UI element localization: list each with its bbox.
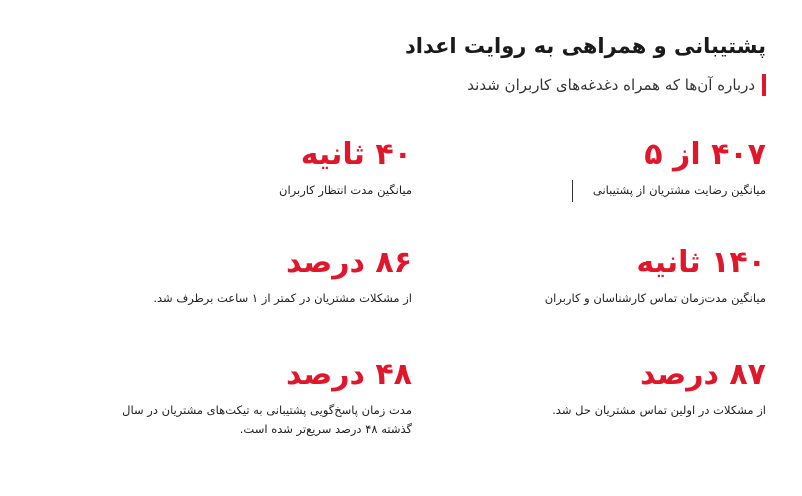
stat-resolved-within-hour bbox=[112, 246, 412, 308]
stat-value: ۸۶ درصد bbox=[285, 245, 412, 280]
stat-description: میانگین رضایت مشتریان از پشتیبانی bbox=[592, 182, 766, 197]
stat-value: ۱۴۰ ثانیه bbox=[636, 245, 766, 280]
stat-description: از مشکلات مشتریان در کمتر از ۱ ساعت برطرف شد. bbox=[153, 290, 412, 305]
stat-value: ۴۸ درصد bbox=[285, 357, 412, 392]
subtitle bbox=[467, 74, 766, 96]
stat-value: ۴۰ ثانیه bbox=[300, 137, 412, 172]
stat-description: میانگین مدت انتظار کاربران bbox=[279, 182, 412, 197]
text-cursor bbox=[572, 180, 573, 202]
stat-description: مدت زمان پاسخ‌گویی پشتیبانی به تیکت‌های مشتریان در سال گذشته ۴۸ درصد سریع‌تر شده است. bbox=[122, 402, 412, 437]
subtitle-text: درباره آن‌ها که همراه دغدغه‌های کاربران شدند bbox=[467, 76, 755, 94]
stat-description: میانگین مدت‌زمان تماس کارشناسان و کاربران bbox=[544, 290, 766, 305]
page-title: پشتیبانی و همراهی به روایت اعداد bbox=[404, 34, 766, 58]
stat-value: ۸۷ درصد bbox=[639, 357, 766, 392]
accent-bar bbox=[762, 74, 766, 96]
stat-first-call-resolution bbox=[466, 358, 766, 420]
stat-satisfaction bbox=[466, 138, 766, 200]
stat-call-duration bbox=[466, 246, 766, 308]
stat-value: ۴۰۷ از ۵ bbox=[644, 137, 766, 172]
stat-description: از مشکلات در اولین تماس مشتریان حل شد. bbox=[552, 402, 766, 417]
stat-wait-time bbox=[112, 138, 412, 200]
stat-ticket-response-speed bbox=[112, 358, 412, 440]
